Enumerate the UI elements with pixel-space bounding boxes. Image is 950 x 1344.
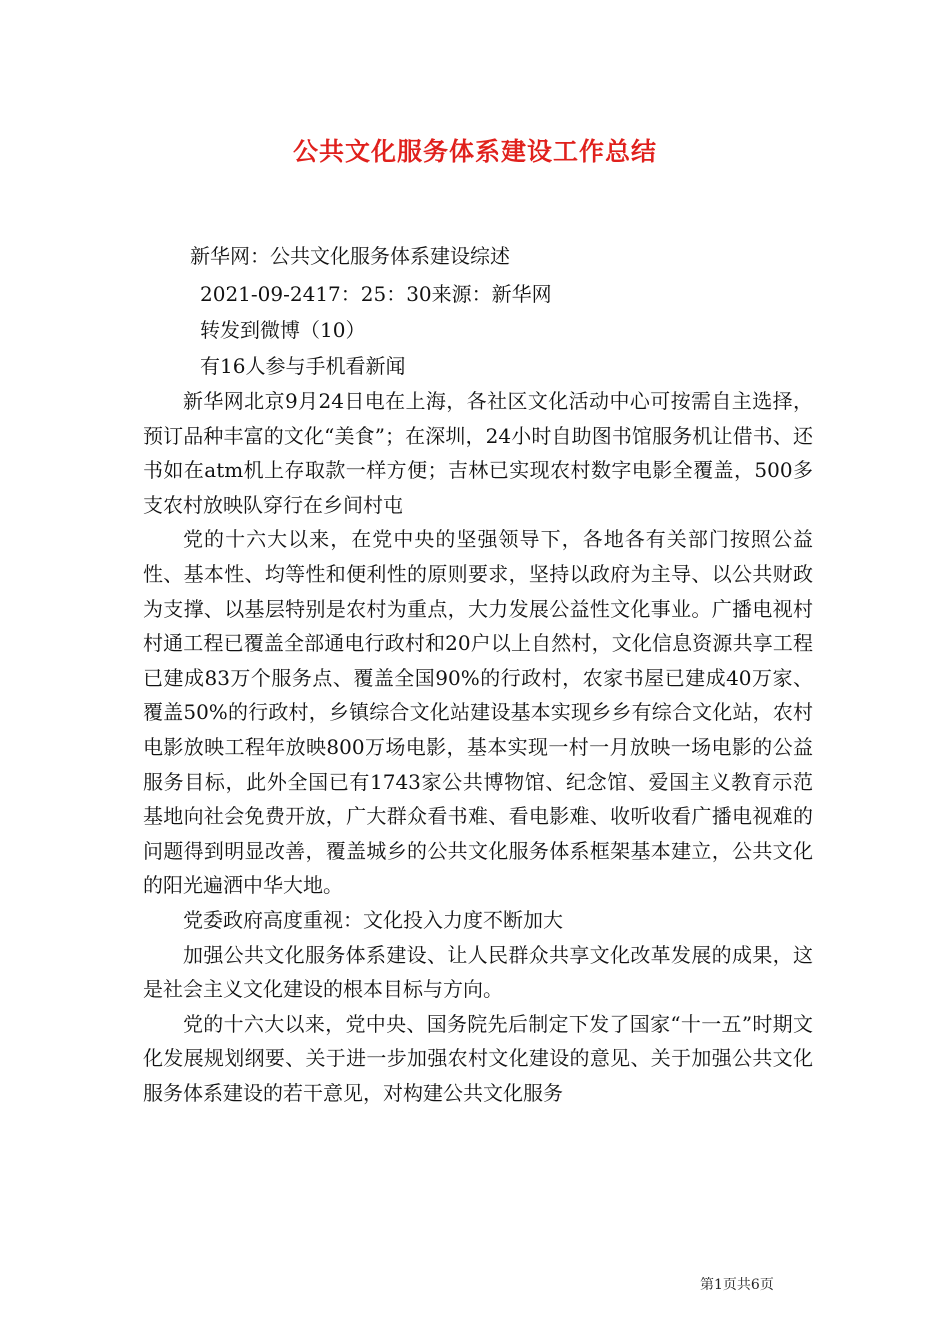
paragraph: 新华网北京9月24日电在上海，各社区文化活动中心可按需自主选择，预订品种丰富的文化“美食”；在深圳，24小时自助图书馆服务机让借书、还书如在atm机上存取款一样方便；吉林已实现农村数字电影全覆盖，500多支农村放映队穿行在乡间村屯 (143, 389, 813, 517)
page-number: 第1页共6页 (700, 1277, 774, 1293)
section-heading: 党委政府高度重视：文化投入力度不断加大 (183, 907, 563, 932)
meta-timestamp: 2021-09-2417：25：30来源：新华网 (200, 282, 552, 306)
meta-mobile-readers: 有16人参与手机看新闻 (200, 354, 406, 378)
paragraph: 加强公共文化服务体系建设、让人民群众共享文化改革发展的成果，这是社会主义文化建设的根本目标与方向。 (143, 942, 813, 1002)
meta-source-title: 新华网：公共文化服务体系建设综述 (190, 244, 510, 268)
document-body (143, 384, 813, 1110)
document-title: 公共文化服务体系建设工作总结 (292, 137, 657, 166)
meta-share-weibo: 转发到微博（10） (200, 318, 366, 342)
paragraph: 党的十六大以来，党中央、国务院先后制定下发了国家“十一五”时期文化发展规划纲要、关于进一步加强农村文化建设的意见、关于加强公共文化服务体系建设的若干意见，对构建公共文化服务 (143, 1011, 813, 1105)
paragraph: 党的十六大以来，在党中央的坚强领导下，各地各有关部门按照公益性、基本性、均等性和便利性的原则要求，坚持以政府为主导、以公共财政为支撑、以基层特别是农村为重点，大力发展公益性文化事业。广播电视村村通工程已覆盖全部通电行政村和20户以上自然村，文化信息资源共享工程已建成83万个服务点、覆盖全国90%的行政村，农家书屋已建成40万家、覆盖50%的行政村，乡镇综合文化站建设基本实现乡乡有综合文化站，农村电影放映工程年放映800万场电影，基本实现一村一月放映一场电影的公益服务目标，此外全国已有1743家公共博物馆、纪念馆、爱国主义教育示范基地向社会免费开放，广大群众看书难、看电影难、收听收看广播电视难的问题得到明显改善，覆盖城乡的公共文化服务体系框架基本建立，公共文化的阳光遍洒中华大地。 (143, 527, 813, 898)
